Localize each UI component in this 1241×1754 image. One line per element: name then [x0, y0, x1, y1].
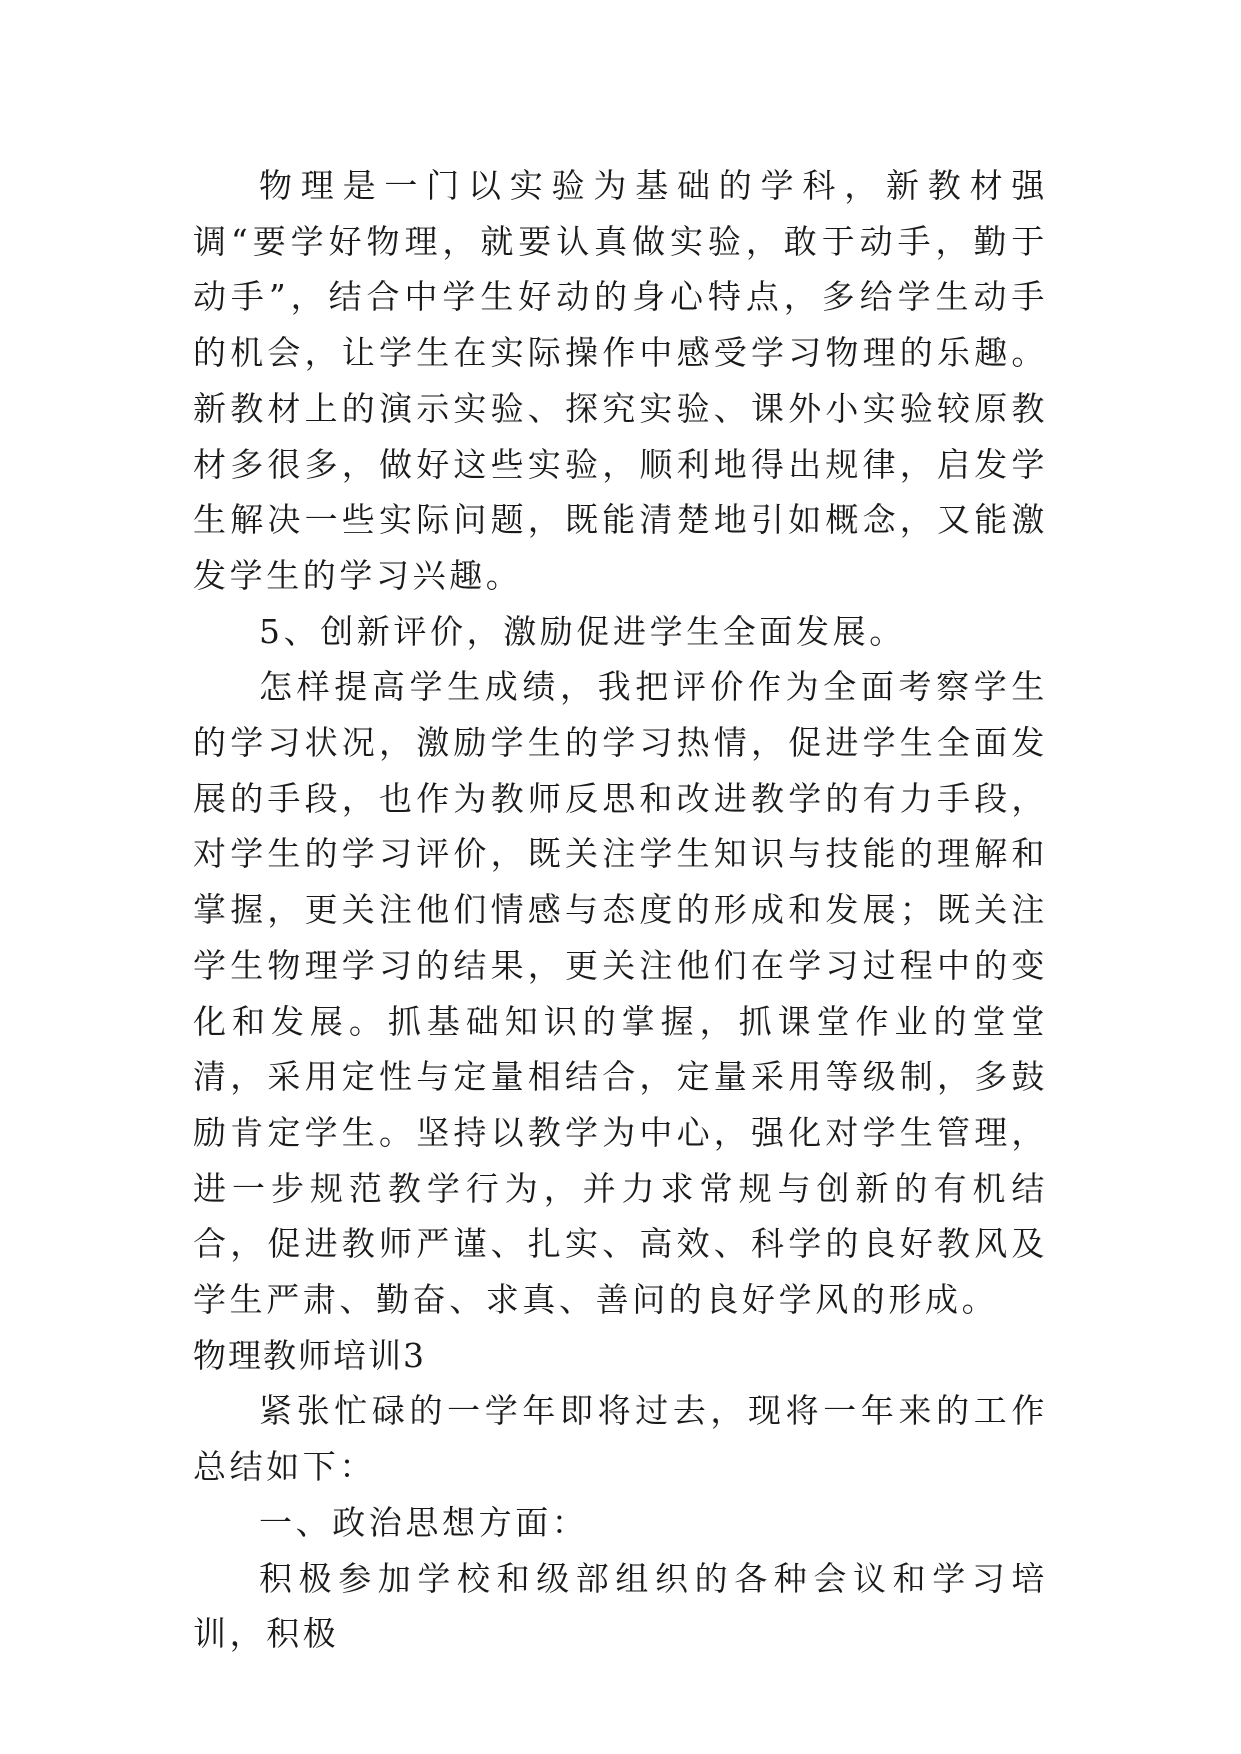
paragraph-experiment: 物理是一门以实验为基础的学科，新教材强调“要学好物理，就要认真做实验，敢于动手，勤于动手”，结合中学生好动的身心特点，多给学生动手的机会，让学生在实际操作中感受学习物理的乐趣。新教材上的演示实验、探究实验、课外小实验较原教材多很多，做好这些实验，顺利地得出规律，启发学生解决一些实际问题，既能清楚地引如概念，又能激发学生的学习兴趣。	[193, 166, 1048, 595]
paragraph-participation: 积极参加学校和级部组织的各种会议和学习培训，积极	[193, 1558, 1048, 1654]
section-heading: 物理教师培训3	[193, 1335, 426, 1375]
paragraph-politics-heading: 一、政治思想方面：	[259, 1502, 589, 1542]
paragraph-item-5: 5、创新评价，激励促进学生全面发展。	[259, 611, 906, 651]
paragraph-summary-intro: 紧张忙碌的一学年即将过去，现将一年来的工作总结如下：	[193, 1391, 1048, 1487]
paragraph-evaluation: 怎样提高学生成绩，我把评价作为全面考察学生的学习状况，激励学生的学习热情，促进学生全面发展的手段，也作为教师反思和改进教学的有力手段，对学生的学习评价，既关注学生知识与技能的理解和掌握，更关注他们情感与态度的形成和发展；既关注学生物理学习的结果，更关注他们在学习过程中的变化和发展。抓基础知识的掌握，抓课堂作业的堂堂清，采用定性与定量相结合，定量采用等级制，多鼓励肯定学生。坚持以教学为中心，强化对学生管理，进一步规范教学行为，并力求常规与创新的有机结合，促进教师严谨、扎实、高效、科学的良好教风及学生严肃、勤奋、求真、善问的良好学风的形成。	[193, 667, 1048, 1320]
document-body	[193, 158, 1048, 1662]
